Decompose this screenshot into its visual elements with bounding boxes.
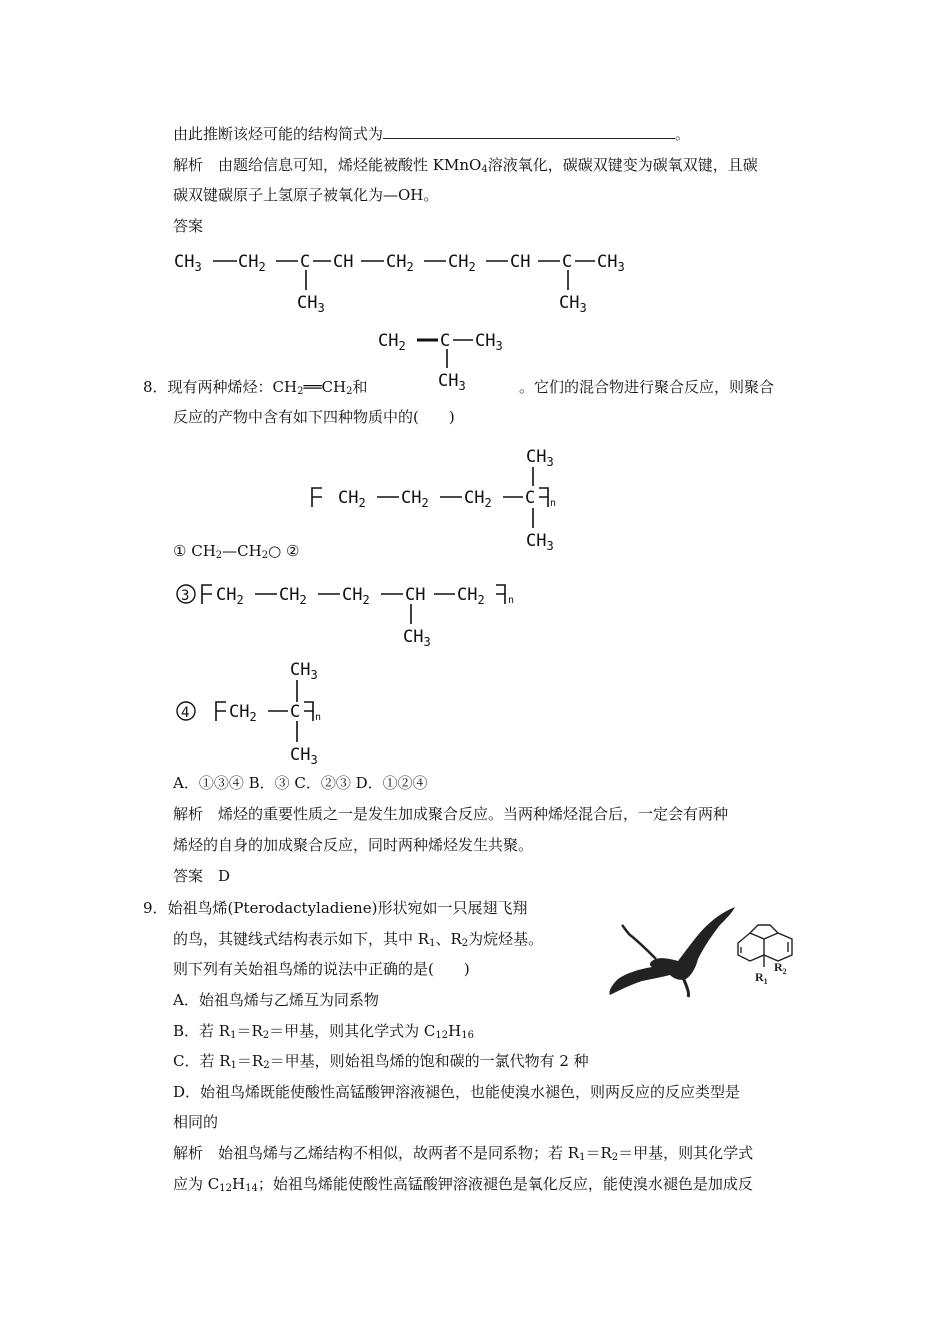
q9-analysis-line1: 解析 始祖鸟烯与乙烯结构不相似，故两者不是同系物；若 $R_1=R_2=$甲基，则其化学式 <box>173 1144 754 1163</box>
q9-option-d-line1: D．始祖鸟烯既能使酸性高锰酸钾溶液褪色，也能使溴水褪色，则两反应的反应类型是 <box>173 1083 741 1101</box>
skeletal-structure <box>738 925 792 967</box>
bird-silhouette-icon <box>609 907 735 997</box>
svg-text:CH: CH <box>405 585 426 605</box>
q7-stem: 由此推断该烃可能的结构简式为 。 <box>173 125 691 143</box>
q9-stem-line2: 的鸟，其键线式结构表示如下，其中 $R_1$、$R_2$为烷烃基。 <box>173 930 544 949</box>
q7-analysis-line2: 碳双键碳原子上氢原子被氧化为—OH。 <box>173 186 439 204</box>
svg-text:CH2: $CH_2$ <box>464 488 492 510</box>
svg-text:3: 3 <box>181 588 190 604</box>
svg-text:4: 4 <box>181 705 190 721</box>
svg-text:R2: $R_2$ <box>774 960 787 976</box>
q8-stem-line1: 8．现有两种烯烃：$CH_2══CH_2$和 <box>143 378 368 397</box>
svg-text:C: C <box>290 702 301 722</box>
svg-text:CH: CH <box>333 252 354 272</box>
svg-text:CH3: $CH_3$ <box>438 371 466 393</box>
svg-text:n: n <box>508 595 515 606</box>
q8-analysis-line2: 烯烃的自身的加成聚合反应，同时两种烯烃发生共聚。 <box>173 836 534 854</box>
svg-text:CH3: $CH_3$ <box>475 331 503 353</box>
svg-text:CH3: $CH_3$ <box>559 293 587 315</box>
q7-answer-label: 答案 <box>173 217 204 235</box>
q8-analysis-line1: 解析 烯烃的重要性质之一是发生加成聚合反应。当两种烯烃混合后，一定会有两种 <box>173 805 729 823</box>
q9-analysis-line2: 应为 $C_{12}H_{14}$；始祖鸟烯能使酸性高锰酸钾溶液褪色是氧化反应，能使溴水褪色是加成反 <box>173 1175 753 1194</box>
svg-text:CH3: $CH_3$ <box>526 531 554 553</box>
pterodactyl-figure <box>600 895 820 1005</box>
svg-text:C: C <box>300 252 311 272</box>
svg-text:CH3: $CH_3$ <box>526 447 554 469</box>
q9-stem-line3: 则下列有关始祖鸟烯的说法中正确的是( ) <box>173 960 470 978</box>
svg-text:C: C <box>562 252 573 272</box>
svg-text:CH2: $CH_2$ <box>238 252 266 274</box>
svg-text:CH2: $CH_2$ <box>229 702 257 724</box>
q8-options: A．①③④ B．③ C．②③ D．①②④ <box>173 774 428 792</box>
q8-answer: 答案 D <box>173 867 231 885</box>
q8-stem-line2: 反应的产物中含有如下四种物质中的( ) <box>173 408 455 426</box>
q7-analysis-line1: 解析 由题给信息可知，烯烃能被酸性 KMnO$_4$溶液氧化，碳碳双键变为碳氧双键，且碳 <box>173 156 758 175</box>
svg-text:CH2: $CH_2$ <box>448 252 476 274</box>
q8-stem-line1-end: 。它们的混合物进行聚合反应，则聚合 <box>519 378 775 396</box>
q9-stem-line1: 9．始祖鸟烯(Pterodactyladiene)形状宛如一只展翅飞翔 <box>143 899 528 917</box>
q9-option-b: B．若 $R_1=R_2=$甲基，则其化学式为 $C_{12}H_{16}$ <box>173 1022 474 1041</box>
svg-text:C: C <box>525 488 536 508</box>
svg-text:CH2: $CH_2$ <box>401 488 429 510</box>
svg-text:CH2: $CH_2$ <box>279 585 307 607</box>
svg-text:C: C <box>440 331 451 351</box>
svg-text:CH3: $CH_3$ <box>597 252 625 274</box>
svg-text:CH2: $CH_2$ <box>378 331 406 353</box>
svg-text:R1: $R_1$ <box>755 970 768 986</box>
q9-option-a: A．始祖鸟烯与乙烯互为同系物 <box>173 991 379 1009</box>
q9-option-c: C．若 $R_1=R_2=$甲基，则始祖鸟烯的饱和碳的一氯代物有 2 种 <box>173 1052 589 1071</box>
q9-option-d-line2: 相同的 <box>173 1113 219 1131</box>
q8-item1: ① $CH_2—CH_2○$ ② <box>173 542 300 561</box>
svg-text:CH2: $CH_2$ <box>216 585 244 607</box>
svg-text:CH: CH <box>510 252 531 272</box>
svg-text:CH3: $CH_3$ <box>290 745 318 767</box>
svg-text:CH3: $CH_3$ <box>290 660 318 682</box>
svg-text:CH2: $CH_2$ <box>338 488 366 510</box>
svg-text:n: n <box>550 498 557 509</box>
svg-text:CH3: $CH_3$ <box>174 252 202 274</box>
svg-text:CH3: $CH_3$ <box>403 627 431 649</box>
svg-text:CH2: $CH_2$ <box>457 585 485 607</box>
svg-text:CH3: $CH_3$ <box>297 293 325 315</box>
svg-text:n: n <box>315 712 322 723</box>
svg-text:CH2: $CH_2$ <box>342 585 370 607</box>
svg-text:CH2: $CH_2$ <box>386 252 414 274</box>
